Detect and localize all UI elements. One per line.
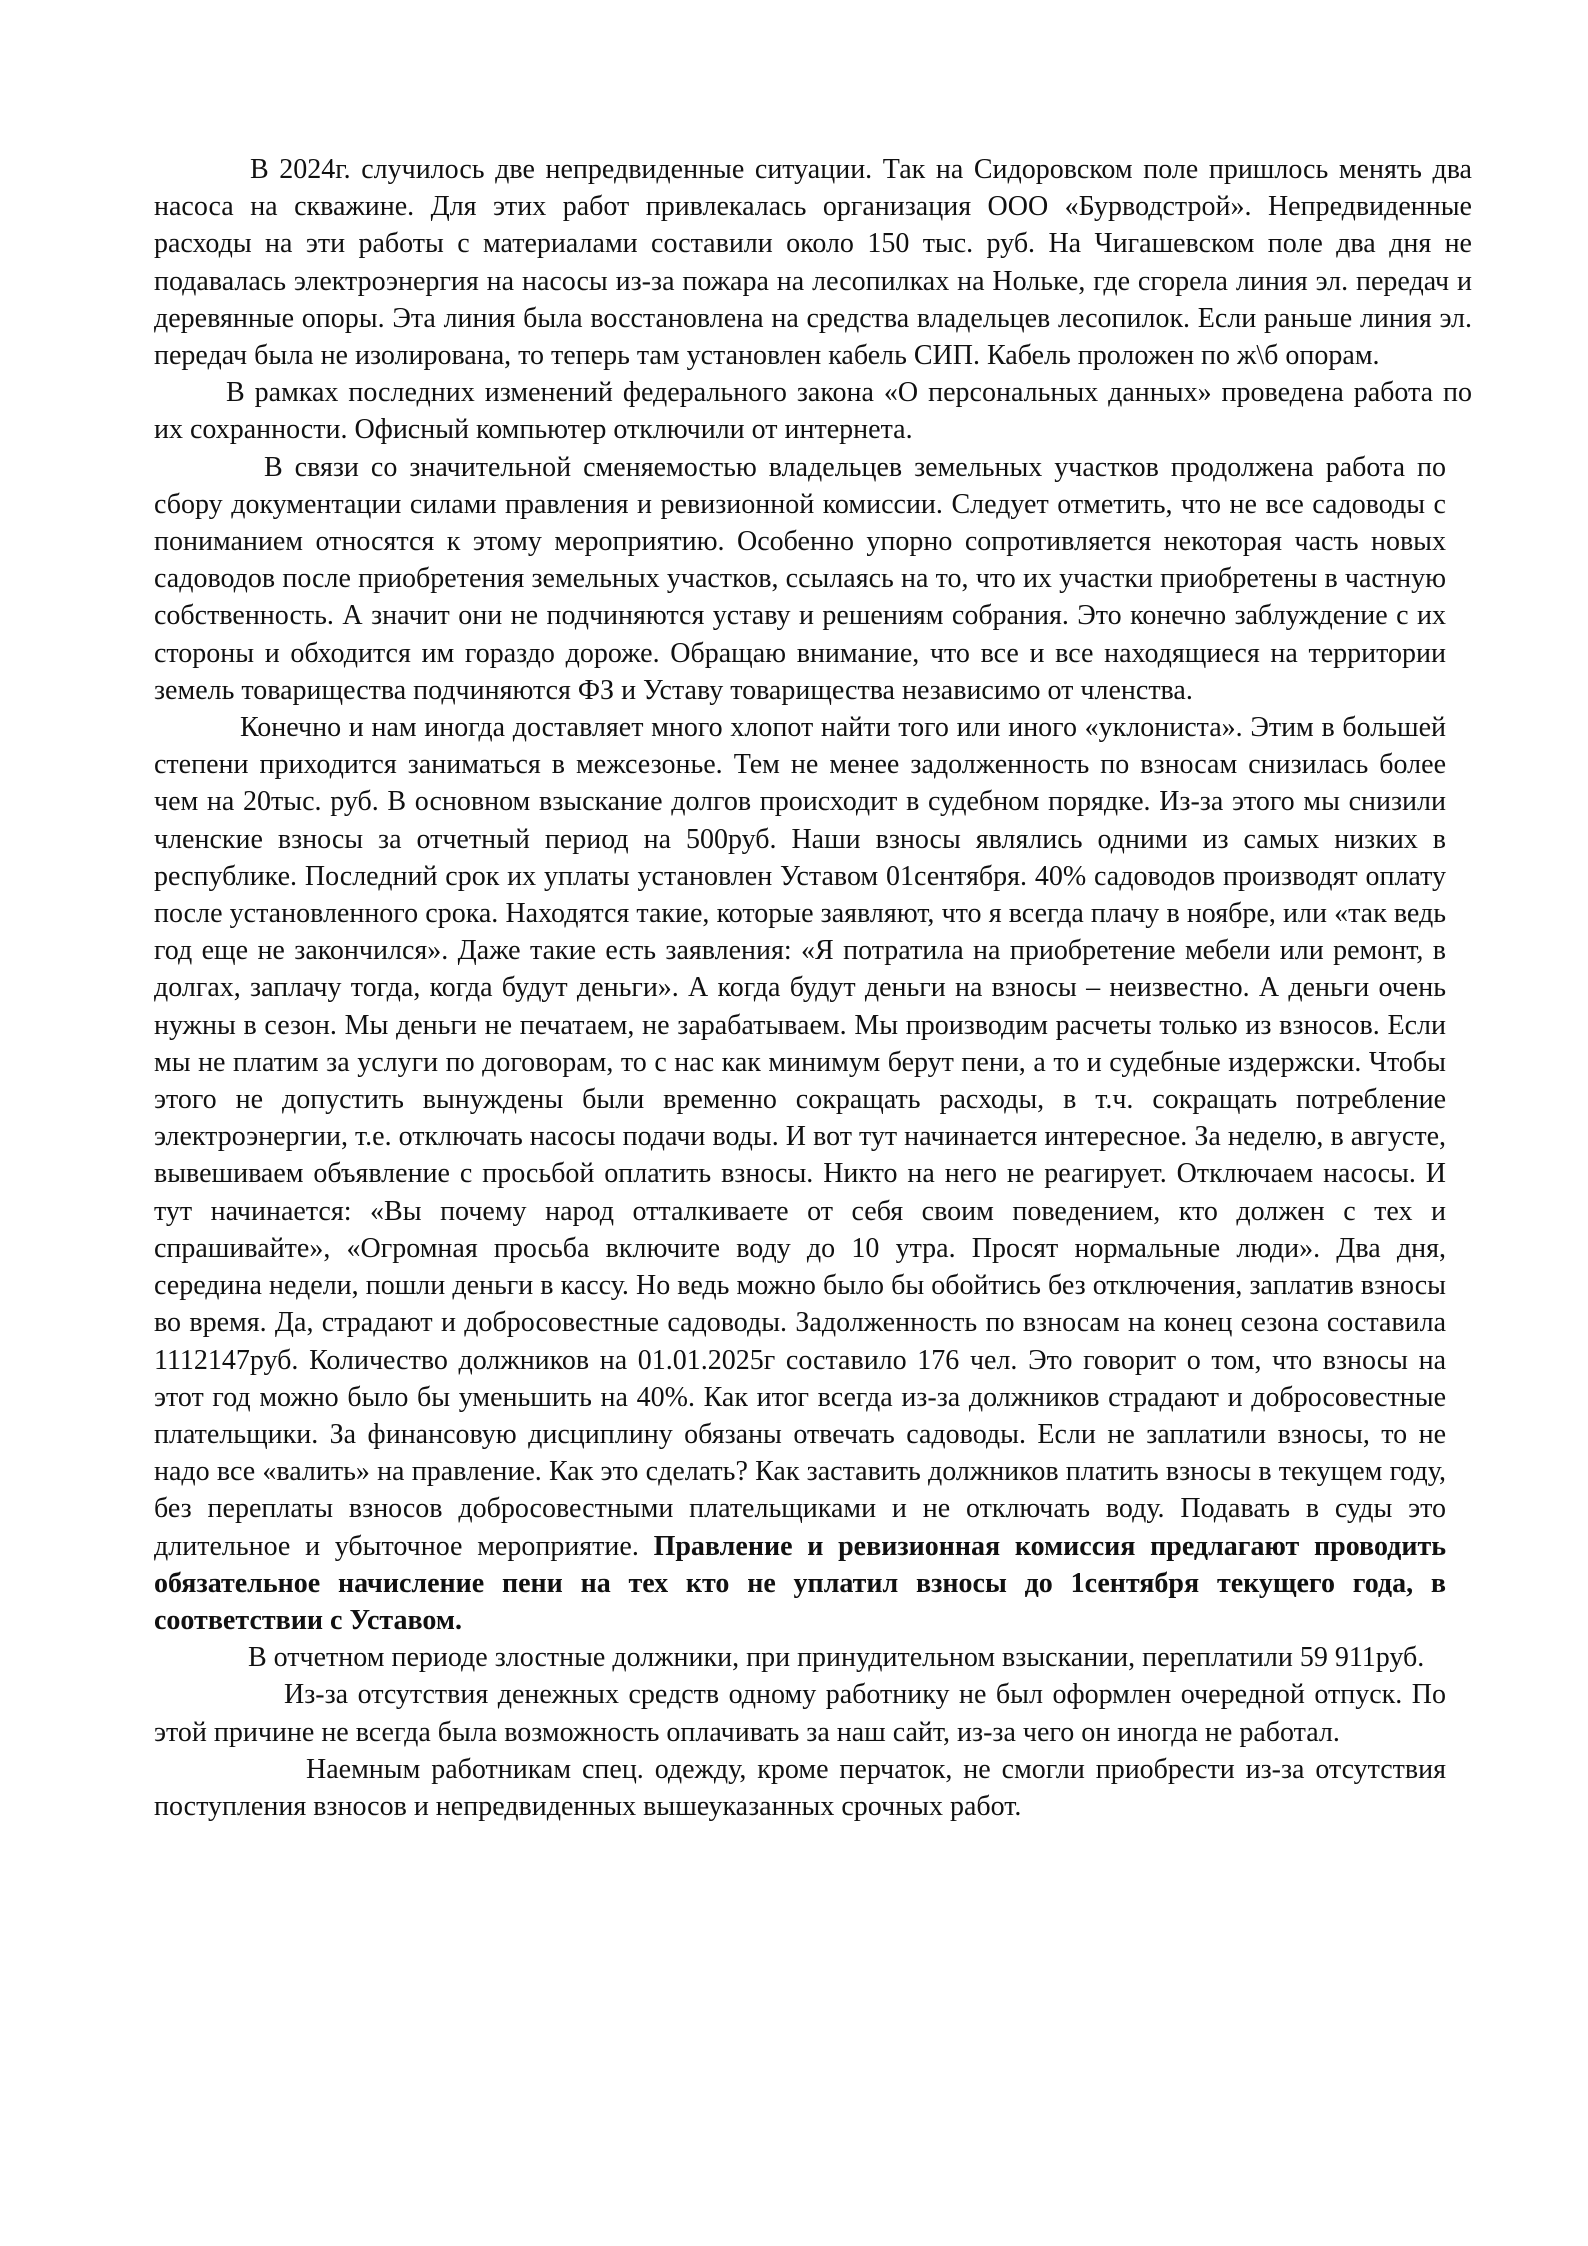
paragraph-workwear: Наемным работникам спец. одежду, кроме перчаток, не смогли приобрести из-за отсутствия поступления взносов и непредвиденных вышеуказанных срочных работ. — [154, 1753, 1446, 1822]
paragraph-personal-data: В рамках последних изменений федерального закона «О персональных данных» проведена работа по их сохранности. Офисный компьютер отключили от интернета. — [154, 377, 1472, 446]
paragraph-debts-text: Конечно и нам иногда доставляет много хлопот найти того или иного «уклониста». Этим в большей степени приходится заниматься в межсезонье. Тем не менее задолженность по взносам снизилась более чем на 20тыс. руб. В основном взыскание долгов происходит в судебном порядке. Из-за этого мы снизили членские взносы за отчетный период на 500руб. Наши взносы являлись одними из самых низких в республике. Последний срок их уплаты установлен Уставом 01сентября. 40% садоводов производят оплату после установленного срока. Находятся такие, которые заявляют, что я всегда плачу в ноябре, или «так ведь год еще не закончился». Даже такие есть заявления: «Я потратила на приобретение мебели или ремонт, в долгах, заплачу тогда, когда будут деньги». А когда будут деньги на взносы – неизвестно. А деньги очень нужны в сезон. Мы деньги не печатаем, не зарабатываем. Мы производим расчеты только из взносов. Если мы не платим за услуги по договорам, то с нас как минимум берут пени, а то и судебные издержски. Чтобы этого не допустить вынуждены были временно сокращать расходы, в т.ч. сокращать потребление электроэнергии, т.е. отключать насосы подачи воды. И вот тут начинается интересное. За неделю, в августе, вывешиваем объявление с просьбой оплатить взносы. Никто на него не реагирует. Отключаем насосы. И тут начинается: «Вы почему народ отталкиваете от себя своим поведением, кто должен с тех и спрашивайте», «Огромная просьба включите воду до 10 утра. Просят нормальные люди». Два дня, середина недели, пошли деньги в кассу. Но ведь можно было бы обойтись без отключения, заплатив взносы во время. Да, страдают и добросовестные садоводы. Задолженность по взносам на конец сезона составила 1112147руб. Количество должников на 01.01.2025г составило 176 чел. Это говорит о том, что взносы на этот год можно было бы уменьшить на 40%. Как итог всегда из-за должников страдают и добросовестные плательщики. За финансовую дисциплину обязаны отвечать садоводы. Если не заплатили взносы, то не надо все «валить» на правление. Как это сделать? Как заставить должников платить взносы в текущем году, без переплаты взносов добросовестными плательщиками и не отключать воду. Подавать в суды это длительное и убыточное мероприятие. — [154, 712, 1446, 1562]
paragraph-pump-replacement: В 2024г. случилось две непредвиденные ситуации. Так на Сидоровском поле пришлось менять два насоса на скважине. Для этих работ привлекалась организация ООО «Бурводстрой». Непредвиденные расходы на эти работы с материалами составили около 150 тыс. руб. На Чигашевском поле два дня не подавалась электроэнергия на насосы из-за пожара на лесопилках на Нольке, где сгорела линия эл. передач и деревянные опоры. Эта линия была восстановлена на средства владельцев лесопилок. Если раньше линия эл. передач была не изолирована, то теперь там установлен кабель СИП. Кабель проложен по ж\б опорам. — [154, 154, 1472, 372]
document-page — [154, 151, 1472, 1825]
paragraph-documentation: В связи со значительной сменяемостью владельцев земельных участков продолжена работа по сбору документации силами правления и ревизионной комиссии. Следует отметить, что не все садоводы с пониманием относятся к этому мероприятию. Особенно упорно сопротивляется некоторая часть новых садоводов после приобретения земельных участков, ссылаясь на то, что их участки приобретены в частную собственность. А значит они не подчиняются уставу и решениям собрания. Это конечно заблуждение с их стороны и обходится им гораздо дороже. Обращаю внимание, что все и все находящиеся на территории земель товарищества подчиняются ФЗ и Уставу товарищества независимо от членства. — [154, 451, 1446, 706]
paragraph-overpayment: В отчетном периоде злостные должники, при принудительном взыскании, переплатили 59 911руб. — [248, 1642, 1425, 1674]
paragraph-debts — [154, 709, 1446, 1639]
proposal-bold-text: Правление и ревизионная комиссия предлагают проводить обязательное начисление пени на тех кто не уплатил взносы до 1сентября текущего года, в соответствии с Уставом. — [154, 1530, 1447, 1636]
paragraph-vacation: Из-за отсутствия денежных средств одному работнику не был оформлен очередной отпуск. По этой причине не всегда была возможность оплачивать за наш сайт, из-за чего он иногда не работал. — [154, 1679, 1446, 1748]
